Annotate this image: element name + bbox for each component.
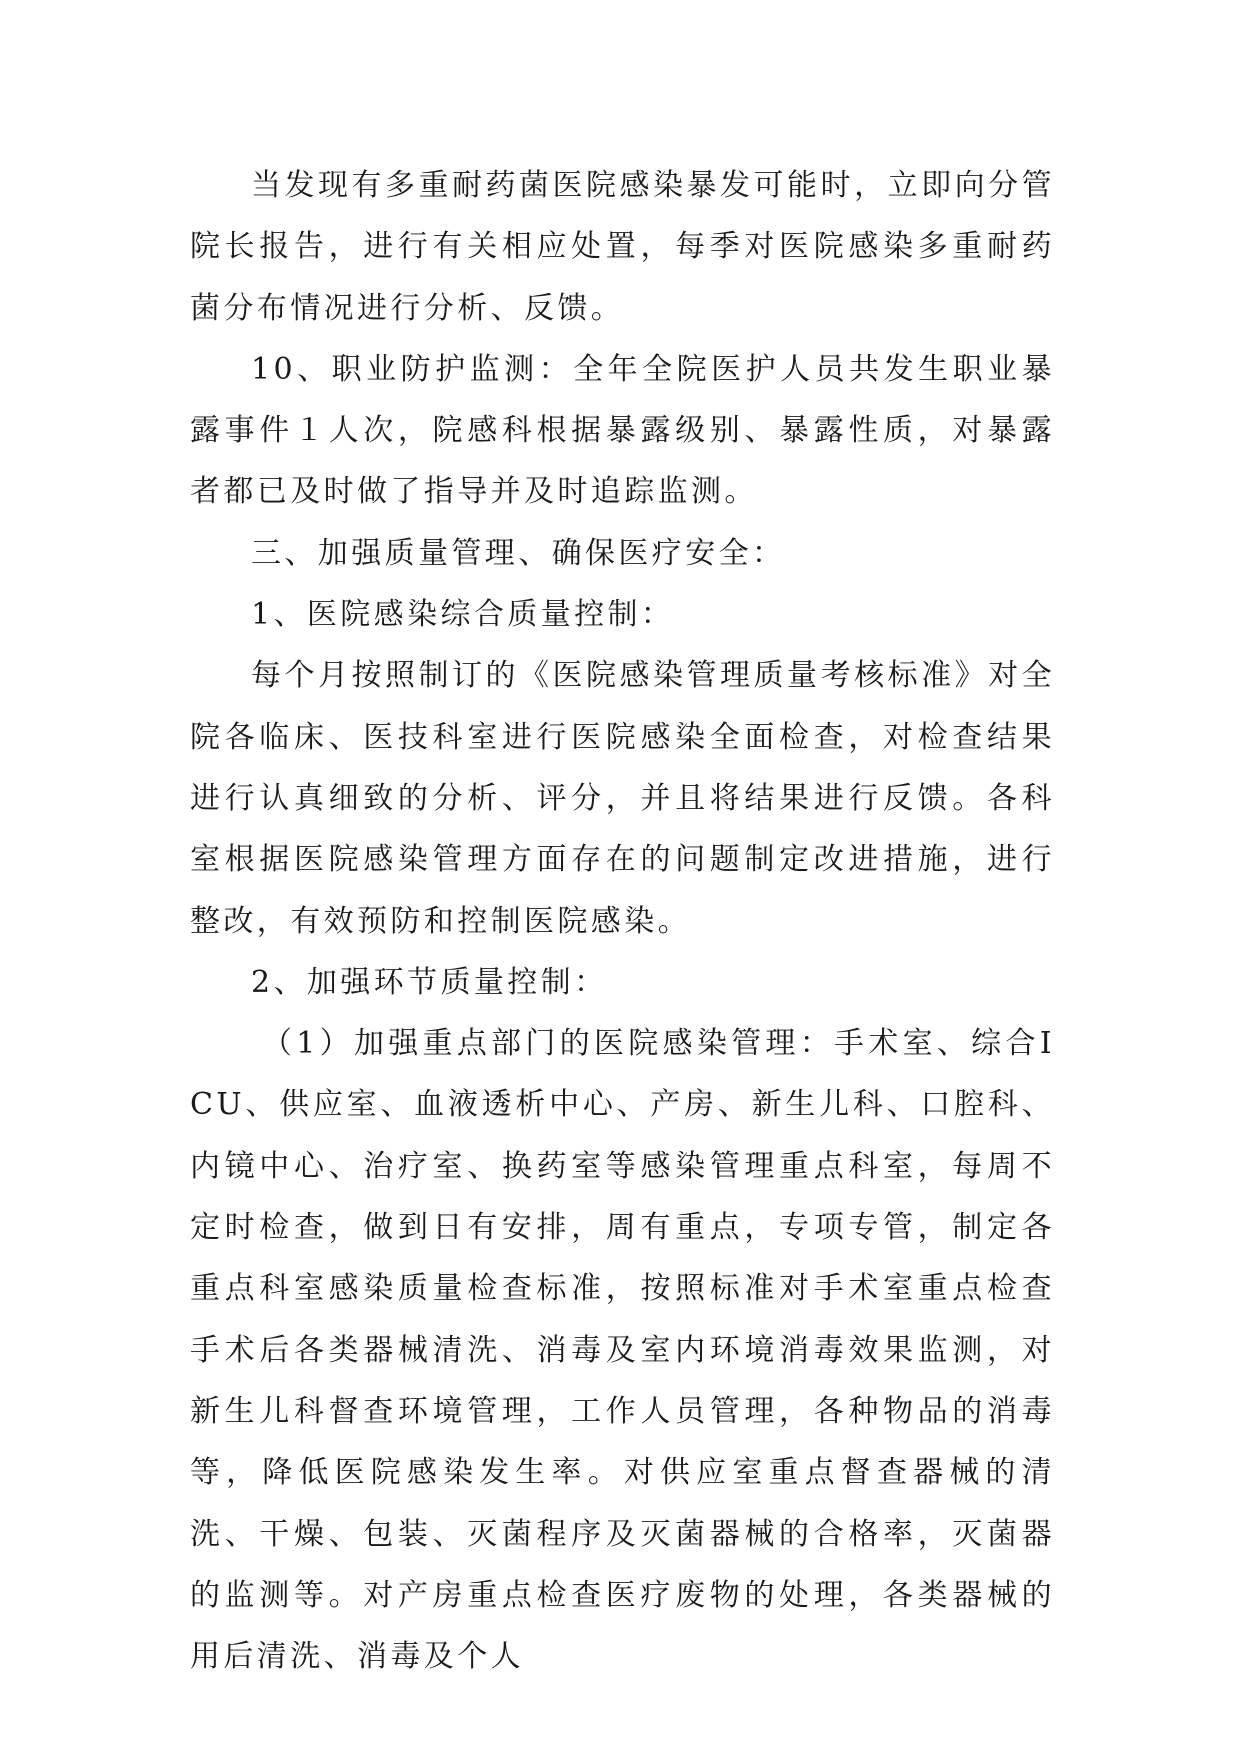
paragraph-occupational-protection: 10、职业防护监测：全年全院医护人员共发生职业暴露事件１人次，院感科根据暴露级别、暴露性质，对暴露者都已及时做了指导并及时追踪监测。 — [190, 351, 1055, 510]
paragraph-monthly-inspection: 每个月按照制订的《医院感染管理质量考核标准》对全院各临床、医技科室进行医院感染全面检查，对检查结果进行认真细致的分析、评分，并且将结果进行反馈。各科室根据医院感染管理方面存在的问题制定改进措施，进行整改，有效预防和控制医院感染。 — [190, 658, 1055, 939]
paragraph-mdro-report: 当发现有多重耐药菌医院感染暴发可能时，立即向分管院长报告，进行有关相应处置，每季对医院感染多重耐药菌分布情况进行分析、反馈。 — [190, 168, 1055, 326]
document-body — [190, 155, 1055, 1687]
subheading-comprehensive-quality-control: 1、医院感染综合质量控制： — [251, 597, 675, 633]
paragraph-key-departments: （1）加强重点部门的医院感染管理：手术室、综合ICU、供应室、血液透析中心、产房、新生儿科、口腔科、内镜中心、治疗室、换药室等感染管理重点科室，每周不定时检查，做到日有安排，周有重点，专项专管，制定各重点科室感染质量检查标准，按照标准对手术室重点检查手术后各类器械清洗、消毒及室内环境消毒效果监测，对新生儿科督查环境管理，工作人员管理，各种物品的消毒等，降低医院感染发生率。对供应室重点督查器械的清洗、干燥、包装、灭菌程序及灭菌器械的合格率，灭菌器的监测等。对产房重点检查医疗废物的处理，各类器械的用后清洗、消毒及个人 — [190, 1026, 1055, 1675]
subheading-link-quality-control: 2、加强环节质量控制： — [251, 964, 608, 1000]
section-heading-quality-management: 三、加强质量管理、确保医疗安全： — [251, 535, 786, 571]
